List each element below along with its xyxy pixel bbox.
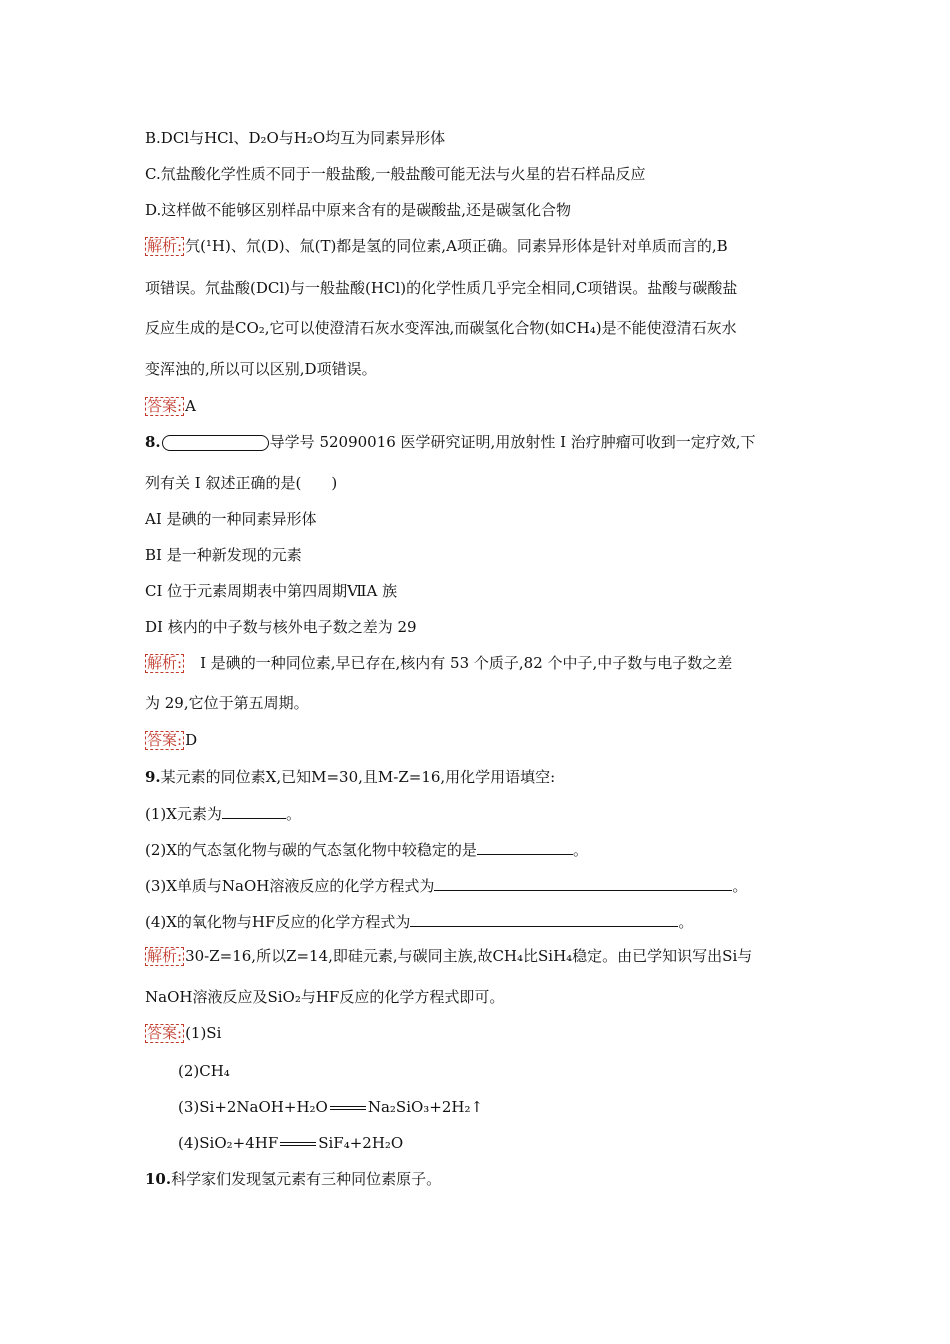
q8-analysis-text: I 是碘的一种同位素,早已存在,核内有 53 个质子,82 个中子,中子数与电子数之差 <box>185 654 733 672</box>
q9-sub-4-text: (4)X的氧化物与HF反应的化学方程式为 <box>145 913 411 931</box>
q9-sub-1 <box>145 803 301 824</box>
q8-option-c: CI 位于元素周期表中第四周期ⅦA 族 <box>145 582 398 600</box>
period: 。 <box>572 841 588 859</box>
period: 。 <box>678 913 694 931</box>
q9-answer-2: (2)CH₄ <box>178 1062 230 1080</box>
q7-analysis-line-1 <box>145 236 728 256</box>
answer-blank <box>410 911 678 927</box>
q8-answer <box>145 730 197 750</box>
q8-option-a: AI 是碘的一种同素异形体 <box>145 510 317 528</box>
q9-answer-4-reactants: (4)SiO₂+4HF <box>178 1134 279 1152</box>
q9-sub-4 <box>145 911 693 932</box>
answer-label: 答案: <box>147 397 183 415</box>
q10-number: 10. <box>145 1170 172 1188</box>
q7-answer-value: A <box>185 397 196 415</box>
q8-stem-line-1 <box>145 432 756 452</box>
q9-answer-3-products: Na₂SiO₃+2H₂↑ <box>367 1098 484 1116</box>
q9-answer-3-reactants: (3)Si+2NaOH+H₂O <box>178 1098 328 1116</box>
q7-analysis-line-2: 项错误。氘盐酸(DCl)与一般盐酸(HCl)的化学性质几乎完全相同,C项错误。盐酸与碳酸盐 <box>145 279 738 297</box>
q7-analysis-line-3: 反应生成的是CO₂,它可以使澄清石灰水变浑浊,而碳氢化合物(如CH₄)是不能使澄清石灰水 <box>145 319 737 337</box>
q9-analysis-line-2: NaOH溶液反应及SiO₂与HF反应的化学方程式即可。 <box>145 988 505 1006</box>
q8-answer-value: D <box>185 731 198 749</box>
analysis-label: 解析: <box>147 237 183 255</box>
q9-analysis-text: 30-Z=16,所以Z=14,即硅元素,与碳同主族,故CH₄比SiH₄稳定。由已学知识写出Si与 <box>185 947 753 965</box>
q9-analysis-line-1 <box>145 946 752 966</box>
q8-number: 8. <box>145 433 161 451</box>
q7-option-b: B.DCl与HCl、D₂O与H₂O均互为同素异形体 <box>145 129 446 147</box>
q9-sub-3-text: (3)X单质与NaOH溶液反应的化学方程式为 <box>145 877 435 895</box>
equals-sign <box>280 1142 316 1146</box>
q9-sub-3 <box>145 875 747 896</box>
q9-sub-2-text: (2)X的气态氢化物与碳的气态氢化物中较稳定的是 <box>145 841 477 859</box>
q8-stem-line-2: 列有关 I 叙述正确的是( ) <box>145 474 338 492</box>
answer-blank <box>434 875 732 891</box>
analysis-label: 解析: <box>147 947 183 965</box>
q7-option-c: C.氘盐酸化学性质不同于一般盐酸,一般盐酸可能无法与火星的岩石样品反应 <box>145 165 646 183</box>
q9-answer-3 <box>178 1097 483 1117</box>
q9-number: 9. <box>145 768 161 786</box>
q7-option-d: D.这样做不能够区别样品中原来含有的是碳酸盐,还是碳氢化合物 <box>145 201 572 219</box>
q7-analysis-line-4: 变浑浊的,所以可以区别,D项错误。 <box>145 360 377 378</box>
q7-answer <box>145 396 196 416</box>
answer-blank <box>477 839 573 855</box>
q9-stem-text: 某元素的同位素X,已知M=30,且M-Z=16,用化学用语填空: <box>160 768 556 786</box>
answer-label: 答案: <box>147 1024 183 1042</box>
q8-option-b: BI 是一种新发现的元素 <box>145 546 302 564</box>
guide-number-badge <box>162 435 269 451</box>
q9-stem <box>145 767 555 787</box>
q10-stem-text: 科学家们发现氢元素有三种同位素原子。 <box>171 1170 442 1188</box>
period: 。 <box>732 877 748 895</box>
q9-answer-4 <box>178 1133 403 1153</box>
q8-stem-text: 导学号 52090016 医学研究证明,用放射性 I 治疗肿瘤可收到一定疗效,下 <box>269 433 756 451</box>
q9-answer <box>145 1023 221 1043</box>
answer-label: 答案: <box>147 731 183 749</box>
equals-sign <box>330 1106 366 1110</box>
q8-analysis-line-1 <box>145 653 732 673</box>
analysis-label: 解析: <box>147 654 183 672</box>
period: 。 <box>285 805 301 823</box>
q8-option-d: DI 核内的中子数与核外电子数之差为 29 <box>145 618 417 636</box>
q10-stem <box>145 1169 441 1189</box>
q7-analysis-text: 氕(¹H)、氘(D)、氚(T)都是氢的同位素,A项正确。同素异形体是针对单质而言的,B <box>185 237 728 255</box>
q9-sub-1-text: (1)X元素为 <box>145 805 222 823</box>
q9-answer-1: (1)Si <box>185 1024 222 1042</box>
q9-answer-4-products: SiF₄+2H₂O <box>318 1134 404 1152</box>
q8-analysis-line-2: 为 29,它位于第五周期。 <box>145 694 309 712</box>
answer-blank <box>222 803 286 819</box>
q9-sub-2 <box>145 839 588 860</box>
